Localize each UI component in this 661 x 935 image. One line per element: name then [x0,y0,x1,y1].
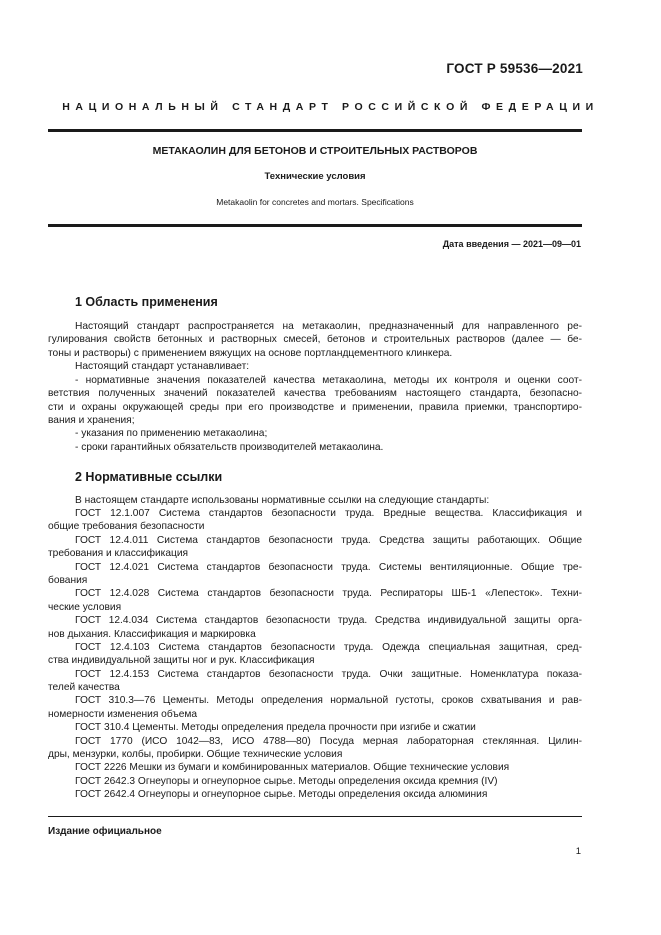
reference-line: телей качества [48,682,120,694]
normative-references-list [48,507,582,802]
reference-line: номерности изменения объема [48,708,198,720]
top-rule [48,129,582,132]
text-line: В настоящем стандарте использованы нормативные ссылки на следующие стандарты: [75,495,490,506]
reference-line: ГОСТ 12.4.028 Система стандартов безопасности труда. Респираторы ШБ-1 «Лепесток». Техни- [75,588,582,600]
text-line: гулирования свойств бетонных и растворных смесей, бетонов и строительных растворов (далее — бе- [48,334,582,346]
title-bottom-rule [48,224,582,227]
section-2-intro [48,494,582,507]
national-standard-banner: НАЦИОНАЛЬНЫЙ СТАНДАРТ РОССИЙСКОЙ ФЕДЕРАЦИИ [62,101,599,113]
reference-line: ГОСТ 310.4 Цементы. Методы определения предела прочности при изгибе и сжатии [75,722,476,734]
text-line: тоны и растворы) с применением вяжущих на основе портландцементного клинкера. [48,347,453,359]
section-1-paragraph-3 [48,374,582,428]
document-title: МЕТАКАОЛИН ДЛЯ БЕТОНОВ И СТРОИТЕЛЬНЫХ РАСТВОРОВ [152,145,478,157]
reference-line: бования [48,574,88,586]
reference-line: ГОСТ 12.4.153 Система стандартов безопасности труда. Очки защитные. Номенклатура показа- [75,668,582,680]
section-1-paragraph-5 [48,441,582,454]
reference-line: ГОСТ 310.3—76 Цементы. Методы определения нормальной густоты, сроков схватывания и рав- [75,695,582,707]
document-subtitle: Технические условия [264,171,366,182]
footer-rule [48,816,582,817]
reference-line: нов дыхания. Классификация и маркировка [48,628,256,640]
official-edition-label: Издание официальное [48,826,162,837]
text-line: Настоящий стандарт устанавливает: [75,361,250,372]
reference-line: ческие условия [48,601,122,613]
reference-line: ГОСТ 12.4.011 Система стандартов безопасности труда. Средства защиты работающих. Общие [75,534,582,546]
text-line: вания и хранения; [48,415,135,427]
document-number: ГОСТ Р 59536—2021 [446,61,583,76]
reference-line: ГОСТ 12.4.103 Система стандартов безопасности труда. Одежда специальная защитная, сред- [75,641,582,653]
reference-line: ГОСТ 2642.4 Огнеупоры и огнеупорное сырье. Методы определения оксида алюминия [75,789,488,801]
section-1-paragraph-2 [48,360,582,373]
reference-line: ГОСТ 1770 (ИСО 1042—83, ИСО 4788—80) Посуда мерная лабораторная стеклянная. Цилин- [75,735,582,747]
reference-line: дры, мензурки, колбы, пробирки. Общие технические условия [48,749,343,761]
reference-line: ГОСТ 12.1.007 Система стандартов безопасности труда. Вредные вещества. Классификация и [75,508,582,519]
reference-line: ГОСТ 2642.3 Огнеупоры и огнеупорное сырье. Методы определения оксида кремния (IV) [75,775,498,787]
section-1-paragraph-1 [48,320,582,360]
reference-line: ГОСТ 12.4.034 Система стандартов безопасности труда. Средства индивидуальной защиты орга- [75,615,582,627]
text-line: сти и охраны окружающей среды при его производстве и применении, правила приемки, транспортиро- [48,401,582,413]
reference-line: ГОСТ 2226 Мешки из бумаги и комбинированных материалов. Общие технические условия [75,762,510,774]
text-line: Настоящий стандарт распространяется на метакаолин, предназначенный для направленного ре- [75,321,582,332]
introduction-date: Дата введения — 2021—09—01 [442,239,581,249]
text-line: - нормативные значения показателей качества метакаолина, методы их контроля и оценки соот- [75,375,582,386]
text-line: ветствия полученных значений показателей качества требованиям настоящего стандарта, безопасно- [48,388,582,400]
section-1-heading: 1 Область применения [75,295,218,309]
reference-line: ГОСТ 12.4.021 Система стандартов безопасности труда. Системы вентиляционные. Общие тре- [75,561,582,573]
page-number: 1 [575,846,581,857]
english-title: Metakaolin for concretes and mortars. Specifications [216,197,414,207]
reference-line: общие требования безопасности [48,521,205,533]
reference-line: ства индивидуальной защиты ног и рук. Классификация [48,655,315,667]
section-1-paragraph-4 [48,427,582,440]
section-2-heading: 2 Нормативные ссылки [75,470,223,484]
reference-line: требования и классификация [48,548,189,560]
text-line: - указания по применению метакаолина; [75,428,268,439]
text-line: - сроки гарантийных обязательств производителей метакаолина. [75,442,384,453]
